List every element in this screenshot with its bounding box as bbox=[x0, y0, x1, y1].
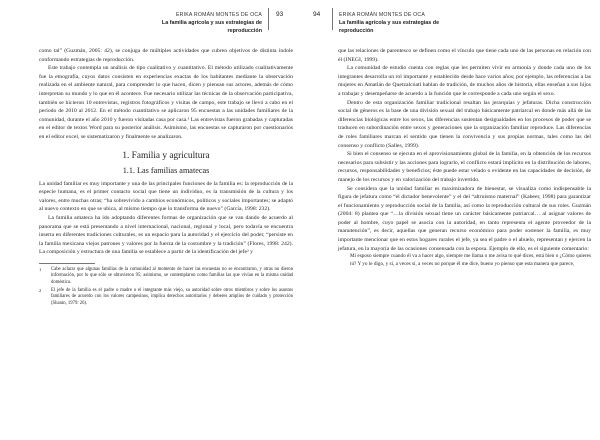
body-paragraph: como tal” (Guzmán, 2005: 42), se conjuga de múltiples actividades que cubren objetivos de distinta índole conformando estrategias de reproducción. bbox=[39, 48, 293, 63]
body-paragraph: La comunidad de estudio cuenta con reglas que les permiten vivir en armonía y donde cada uno de los integrantes desarrolla un rol importante y establecido desde hace varios años; por ejemplo, las referencias a las mujeres en Amatlán de Quetzalcóatl hablan de tradición, de muchos años de historia, ellas enseñan a sus hijos a trabajar y desempeñarse de acuerdo a la función que le corresponde a cada uno según el sexo. bbox=[338, 65, 591, 97]
left-page-number: 93 bbox=[276, 11, 284, 18]
body-paragraph: que las relaciones de parentesco se definen como el vínculo que tiene cada uno de las personas en relación con él (INEGI, 1999). bbox=[338, 48, 591, 63]
left-page-header bbox=[146, 11, 262, 35]
left-header-author: ERIKA ROMÁN MONTES DE OCA bbox=[176, 12, 262, 18]
block-quote: Mi esposo siempre cuando él va a hacer algo, siempre me llama o me avisa to qué dices, está bien o ¿Cómo quieres tú? Y yo le digo, y sí, a veces sí, a veces no porque él me dice, bueno yo pienso que esta manera que parece, bbox=[350, 253, 591, 267]
footnote bbox=[39, 267, 293, 287]
body-paragraph: Se considera que la unidad familiar es maximizadora de bienestar, se visualiza como indispensable la figura de jefatura como “el dictador benevolente” y el del “altruismo maternal” (Kabeer, 1998) para garantizar el funcionamiento y reproducción social de la familia, así como la reproducción cultural de sus roles. Guzmán (2004: 8) plantea que “…la división sexual tiene un carácter básicamente patriarcal… al asignar valores de poder al hombre, cuyo papel se asocia con la autoridad, en tanto representa el agente proveedor de la manutención”, es decir, aquellas que generan recurso económico para poder sostener la familia, es muy importante mencionar que en estos hogares rurales el jefe, ya sea el padre o el abuelo, representan y ejercen la jefatura, en la mayoría de las ocasiones consensada con la esposa. Ejemplo de ello, es el siguiente comentario: bbox=[338, 185, 591, 252]
body-paragraph: Este trabajo contempla un análisis de tipo cualitativo y cuantitativo. El método utilizado cualitativamente fue la etnografía, cuyos datos consisten en experiencias exactas de los habitantes mediante la observación realizada en el ambiente natural, para comprender lo que hacen, dicen y piensan sus actores, además de cómo interpretan su mundo y lo que en él acontece. Fue necesario utilizar las técnicas de la observación participativa, también se hicieron 10 entrevistas, registros fotográficos y visitas de campo, este trabajo se llevó a cabo en el periodo de 2010 al 2012. En el método cuantitativo se aplicaron 95 encuestas a las unidades familiares de la comunidad, durante el año 2010 y fueron visitadas casa por casa.¹ Las entrevistas fueron grabadas y capturadas en el editor de textos Word para su posterior análisis. Asimismo, las encuestas se capturaron por cuestionarios en el editor excel, se sistematizaron y finalmente se analizaron. bbox=[39, 65, 293, 140]
footnote-number: 2 bbox=[39, 287, 42, 293]
right-page-number: 94 bbox=[313, 11, 321, 18]
footnote bbox=[39, 288, 293, 308]
body-paragraph: La familia amateca ha ido adoptando diferentes formas de organización que se van dando de acuerdo al panorama que se está presentando a nivel internacional, nacional, regional y local, pero todavía se encuentra inserta en diferentes tradiciones culturales, es un espacio para la autoridad y el ejercicio del poder, “persiste en la familia mexicana viejos patrones y valores por la fuerza de la costumbre y la tradición” (Flores, 1998: 242). La composición y estructura de una familia se establece a partir de la identificación del jefe² y bbox=[39, 214, 293, 256]
body-paragraph: Dentro de esta organización familiar tradicional resaltan las jerarquías y jefaturas. Dicha construcción social de géneros es la base de una división sexual del trabajo básicamente patriarcal en donde más allá de las diferencias biológicas entre los sexos, las diferencias sustentan desigualdades en los procesos de poder que se traducen en subordinación entre sexos y generaciones que la organización familiar reproduce. Las diferencias de roles familiares marcan el sentido que tienen la convivencia y sus propias normas, tales como las del consenso y conflicto (Salles, 1999). bbox=[338, 99, 591, 149]
footnote-text: El jefe de la familia es el padre o madre o el integrante más viejo, su autoridad sobre otros miembros y sobre los asuntos familiares de acuerdo con los valores campesinos, implica derechos autoritarios y deberes amplios de cuidado y protección (Shanin, 1979: 26). bbox=[51, 287, 293, 306]
body-paragraph: Si bien el consenso se ejecuta en el aprovisionamiento global de la familia, en la obtención de los recursos necesarios para subsistir y las acciones para lograrlo, el conflicto estará implícito en la distribución de labores, recursos, responsabilidades y beneficios; éste puede estar velado o evidente en las capacidades de decisión, de manejo de los recursos y en valorización del trabajo invertido. bbox=[338, 151, 591, 183]
body-paragraph: La unidad familiar es muy importante y una de las principales funciones de la familia es: la reproducción de la especie humana, es el primer contacto social que tiene un individuo, es la transmisión de la cultura y los valores, entre muchas otras; “ha sobrevivido a cambios económicos, políticos y sociales importantes; se adaptó al nuevo contexto en que se ubica, al mismo tiempo que lo transforma de nuevo” (García, 1998: 232). bbox=[39, 180, 293, 213]
right-page-body bbox=[338, 47, 591, 268]
subsection-heading: 1.1. Las familias amatecas bbox=[122, 165, 210, 175]
left-header-title: La familia agrícola y sus estrategias de reproducción bbox=[161, 20, 262, 34]
footnote-number: 1 bbox=[39, 266, 42, 272]
right-header-divider bbox=[332, 8, 333, 30]
right-header-title: La familia agrícola y sus estrategias de reproducción bbox=[339, 20, 440, 34]
right-page-header bbox=[339, 11, 469, 35]
right-header-author: ERIKA ROMÁN MONTES DE OCA bbox=[339, 12, 425, 18]
left-page-body bbox=[39, 47, 293, 308]
section-heading: 1. Familia y agricultura bbox=[122, 150, 210, 161]
footnote-text: Cabe aclarar que algunas familias de la comunidad al momento de hacer las encuestas no se encontraron, y otras no dieron información, por lo que sólo se obtuvieron 95; asimismo, se contemplaron como familias las que vivían en la misma unidad doméstica. bbox=[51, 266, 293, 286]
left-header-divider bbox=[268, 8, 269, 30]
footnote-rule bbox=[39, 263, 95, 264]
